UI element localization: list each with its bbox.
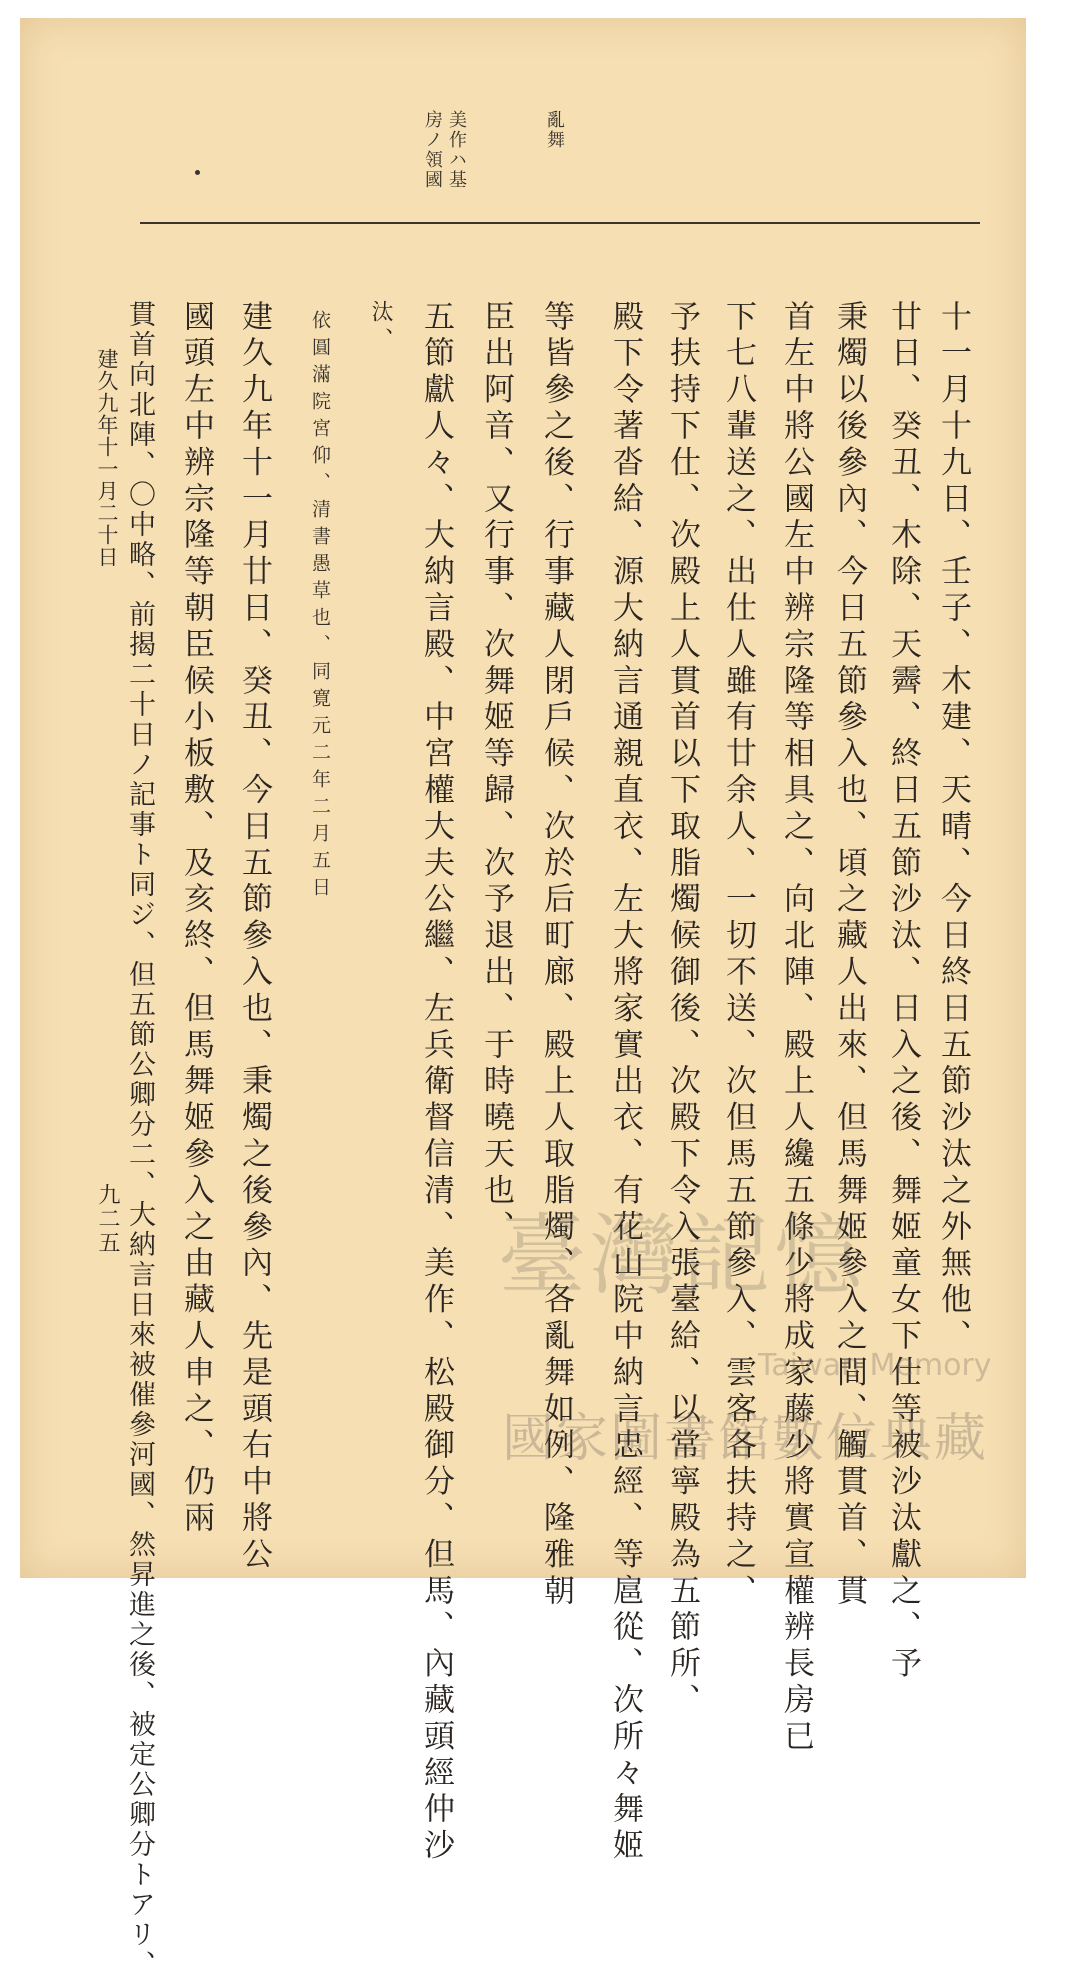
watermark-logo: 臺灣記憶 bbox=[498, 1204, 867, 1307]
watermark-library: 國家圖書館數位典藏 bbox=[502, 1409, 989, 1469]
second-text-column: 建久九年十一月廿日、癸丑、今日五節參入也、秉燭之後參內、先是頭右中將公 bbox=[236, 300, 272, 1574]
book-page bbox=[20, 18, 1026, 1980]
watermark-english: Taiwan Memory bbox=[758, 1348, 992, 1383]
main-text-column: 首左中將公國左中辨宗隆等相具之、向北陣、殿上人纔五條少將成家藤少將實宣權辨長房已 bbox=[778, 300, 814, 1756]
main-text-column: 十一月十九日、壬子、木建、天晴、今日終日五節沙汰之外無他、 bbox=[935, 300, 971, 1356]
second-text-column: 國頭左中辨宗隆等朝臣候小板敷、及亥終、但馬舞姬參入之由藏人申之、仍兩 bbox=[178, 300, 214, 1538]
header-rule bbox=[140, 222, 980, 224]
main-text-column: 秉燭以後參內、今日五節參入也、頃之藏人出來、但馬舞姬參入之間、觸貫首、貫 bbox=[831, 300, 867, 1611]
main-text-column: 等皆參之後、行事藏人閉戶候、次於后町廊、殿上人取脂燭、各亂舞如例、隆雅朝 bbox=[538, 300, 574, 1611]
main-text-column: 汰、 bbox=[368, 300, 393, 355]
main-text-column: 五節獻人々、大納言殿、中宮權大夫公繼、左兵衛督信清、美作、松殿御分、但馬、內藏頭經仲沙 bbox=[418, 300, 454, 1866]
main-text-column: 下七八輩送之、出仕人雖有廿余人、一切不送、次但馬五節參入、雲客各扶持之、 bbox=[720, 300, 756, 1611]
main-text-column: 廿日、癸丑、木除、天霽、終日五節沙汰、日入之後、舞姬童女下仕等被沙汰獻之、予 bbox=[885, 300, 921, 1684]
main-text-column: 臣出阿音、又行事、次舞姬等歸、次予退出、于時曉天也、 bbox=[478, 300, 514, 1247]
note-column: 依圓滿院宮仰、清書愚草也、同寛元二年二月五日 bbox=[309, 310, 331, 904]
margin-note-mimasaka-2: 房ノ領國 bbox=[422, 110, 443, 190]
page-number: 九二五 bbox=[95, 1183, 120, 1255]
main-text-column: 予扶持下仕、次殿上人貫首以下取脂燭候御後、次殿下令入張臺給、以常寧殿為五節所、 bbox=[664, 300, 700, 1720]
margin-note-ranbu: 亂舞 bbox=[544, 110, 565, 150]
second-text-column: 貫首向北陣、〇中略、前揭二十日ノ記事ト同ジ、但五節公卿分二、大納言日來被催參河國、然昇進之後、被定公卿分トアリ、 bbox=[124, 300, 155, 1980]
main-text-column: 殿下令著沓給、源大納言通親直衣、左大將家實出衣、有花山院中納言忠經、等扈從、次所々舞姬 bbox=[607, 300, 643, 1866]
margin-note-mimasaka-1: 美作ハ基 bbox=[446, 110, 467, 190]
ink-dot bbox=[195, 170, 200, 175]
running-footer: 建久九年十一月二十日 bbox=[95, 348, 119, 568]
